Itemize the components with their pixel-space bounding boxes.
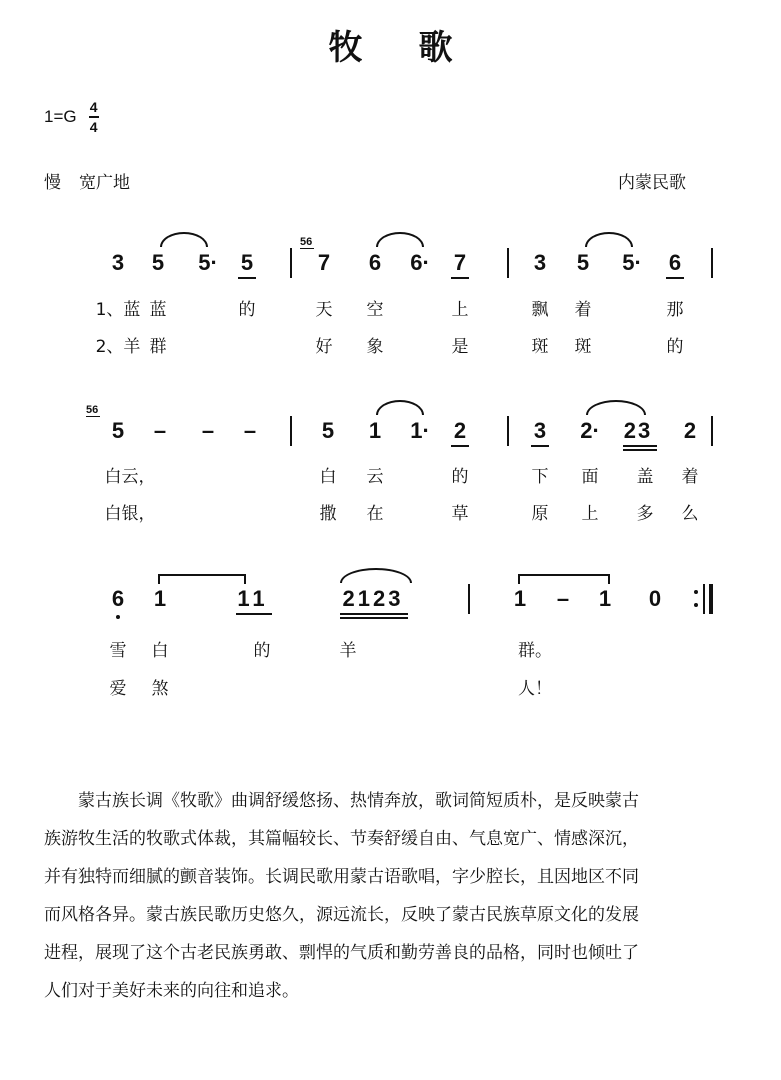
- underline: [531, 445, 549, 447]
- note: 3: [533, 418, 547, 443]
- title-char-1: 牧: [328, 28, 363, 68]
- note: 2·: [580, 418, 600, 443]
- lyric: 群: [149, 337, 167, 357]
- double-underline: [340, 617, 408, 619]
- lyric: 上: [451, 300, 469, 320]
- paragraph-line: 族游牧生活的牧歌式体裁，其篇幅较长、节奏舒缓自由、气息宽广、情感深沉，: [44, 829, 639, 849]
- note: 1: [368, 418, 382, 443]
- lyric: 斑: [574, 337, 592, 357]
- note: 2: [453, 418, 467, 443]
- note: 5: [321, 418, 335, 443]
- note: 6: [111, 586, 125, 611]
- tempo-marking: [44, 168, 148, 193]
- grace-note: 56: [86, 404, 99, 416]
- lyric: 煞: [151, 679, 169, 699]
- lyric: 飘: [531, 300, 549, 320]
- lyric: 爱: [109, 679, 127, 699]
- note: 1: [513, 586, 527, 611]
- double-underline: [623, 449, 657, 451]
- barline: [290, 416, 292, 446]
- lyric: 是: [451, 337, 469, 357]
- lyric: 那: [666, 300, 684, 320]
- lyric: 空: [366, 300, 384, 320]
- lyric: 的: [666, 337, 684, 357]
- note: 1: [153, 586, 167, 611]
- underline: [666, 277, 684, 279]
- underline: [451, 277, 469, 279]
- barline: [703, 584, 705, 614]
- lyric: 好: [315, 337, 333, 357]
- note: 5·: [622, 250, 642, 275]
- lyric: 1、蓝: [95, 300, 141, 320]
- lyric: 蓝: [149, 300, 167, 320]
- underline: [623, 445, 657, 447]
- lyric: 上: [581, 504, 599, 524]
- song-title: [0, 20, 781, 69]
- note: –: [153, 418, 167, 443]
- lyric: 么: [681, 504, 699, 524]
- time-sig-top: 4: [89, 99, 98, 115]
- barline: [711, 248, 713, 278]
- tie-bracket: [518, 574, 610, 584]
- note: 6: [368, 250, 382, 275]
- lyric: 面: [581, 467, 599, 487]
- repeat-dot: [694, 603, 698, 607]
- barline: [507, 248, 509, 278]
- barline: [468, 584, 470, 614]
- final-barline: [709, 584, 713, 614]
- tie-slur: [376, 232, 424, 247]
- grace-underline: [300, 248, 314, 249]
- lyric: 的: [253, 641, 271, 661]
- note: 2123: [342, 586, 404, 611]
- key-label: 1=G: [44, 107, 77, 126]
- underline: [236, 613, 272, 615]
- lyric: 雪: [109, 641, 127, 661]
- note: 23: [623, 418, 653, 443]
- note: 1: [598, 586, 612, 611]
- lyric: 在: [366, 504, 384, 524]
- note: 3: [533, 250, 547, 275]
- note: 6: [668, 250, 682, 275]
- title-char-2: 歌: [418, 28, 453, 68]
- note: 1·: [410, 418, 430, 443]
- note: 5: [240, 250, 254, 275]
- tie-slur: [340, 568, 412, 583]
- lyric: 群。: [518, 641, 552, 661]
- note: 0: [648, 586, 662, 611]
- time-sig-bottom: 4: [89, 119, 98, 135]
- lyric: 白: [151, 641, 169, 661]
- paragraph-line: 而风格各异。蒙古族民歌历史悠久，源远流长，反映了蒙古民族草原文化的发展: [44, 905, 639, 925]
- lyric: 云: [366, 467, 384, 487]
- note: 2: [683, 418, 697, 443]
- staff-row-2: [0, 404, 781, 458]
- lyric: 的: [238, 300, 256, 320]
- time-sig-bar: [89, 116, 99, 118]
- note: 5·: [198, 250, 218, 275]
- lyric: 白银，: [104, 504, 156, 524]
- note: 5: [576, 250, 590, 275]
- underline: [451, 445, 469, 447]
- lyric: 多: [636, 504, 654, 524]
- tie-slur: [160, 232, 208, 247]
- tie-slur: [585, 232, 633, 247]
- note: 5: [151, 250, 165, 275]
- note: –: [243, 418, 257, 443]
- barline: [290, 248, 292, 278]
- note: 5: [111, 418, 125, 443]
- grace-underline: [86, 416, 100, 417]
- tie-slur: [586, 400, 646, 415]
- tempo-word-1: 慢: [44, 173, 61, 193]
- note: –: [201, 418, 215, 443]
- lyric: 着: [681, 467, 699, 487]
- note: 3: [111, 250, 125, 275]
- tie-slur: [376, 400, 424, 415]
- lower-octave-dot: [116, 615, 120, 619]
- lyric: 白: [319, 467, 337, 487]
- lyric: 盖: [636, 467, 654, 487]
- lyric: 羊: [339, 641, 357, 661]
- underline: [340, 613, 408, 615]
- staff-row-3: [0, 586, 781, 626]
- barline: [507, 416, 509, 446]
- barline: [711, 416, 713, 446]
- lyric: 着: [574, 300, 592, 320]
- lyric: 天: [315, 300, 333, 320]
- lyric: 下: [531, 467, 549, 487]
- paragraph-line: 人们对于美好未来的向往和追求。: [44, 981, 299, 1001]
- song-source: 内蒙民歌: [618, 173, 686, 193]
- lyric: 草: [451, 504, 469, 524]
- time-signature: [89, 100, 99, 134]
- paragraph-line: 并有独特而细腻的颤音装饰。长调民歌用蒙古语歌唱，字少腔长，且因地区不同: [44, 867, 639, 887]
- tuplet-bracket: [158, 574, 246, 584]
- paragraph-line: 蒙古族长调《牧歌》曲调舒缓悠扬、热情奔放，歌词简短质朴，是反映蒙古: [78, 791, 639, 811]
- lyric: 人！: [518, 679, 552, 699]
- lyric: 原: [531, 504, 549, 524]
- lyric: 撒: [319, 504, 337, 524]
- repeat-dot: [694, 590, 698, 594]
- key-signature: [44, 100, 99, 134]
- tempo-word-2: 宽广地: [79, 173, 130, 193]
- note: –: [556, 586, 570, 611]
- paragraph-line: 进程，展现了这个古老民族勇敢、剽悍的气质和勤劳善良的品格，同时也倾吐了: [44, 943, 639, 963]
- lyric: 斑: [531, 337, 549, 357]
- staff-row-1: [0, 236, 781, 290]
- lyric: 白云，: [104, 467, 156, 487]
- underline: [238, 277, 256, 279]
- note: 7: [453, 250, 467, 275]
- note: 11: [237, 586, 269, 611]
- note: 6·: [410, 250, 430, 275]
- lyric: 的: [451, 467, 469, 487]
- lyric: 象: [366, 337, 384, 357]
- grace-note: 56: [300, 236, 313, 248]
- lyric: 2、羊: [95, 337, 141, 357]
- description-paragraph: [44, 782, 744, 1010]
- note: 7: [317, 250, 331, 275]
